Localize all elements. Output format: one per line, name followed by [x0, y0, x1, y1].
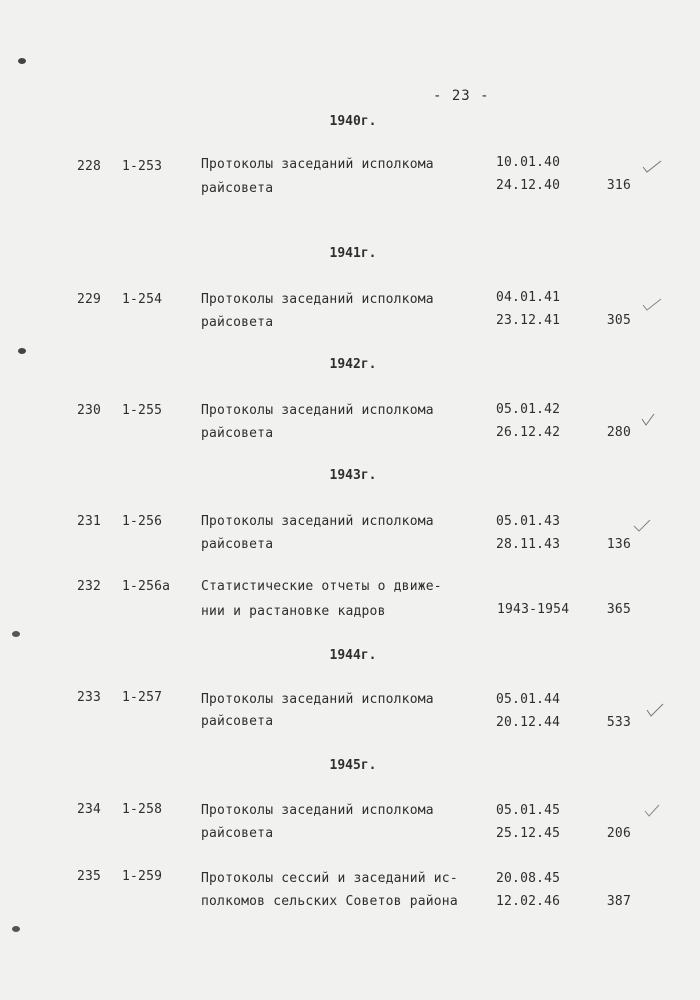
punch-hole-icon — [17, 57, 27, 65]
entry-number: 235 — [77, 869, 102, 884]
entry-date-to: 25.12.45 — [496, 826, 561, 841]
entry-code: 1-255 — [122, 403, 163, 418]
entry-date-to: 12.02.46 — [496, 894, 561, 909]
entry-sheet-count: 316 — [606, 178, 631, 193]
entry-sheet-count: 365 — [606, 602, 631, 617]
entry-date-from: 05.01.45 — [496, 803, 561, 818]
year-heading: 1941г. — [329, 246, 377, 261]
entry-title-line1: Протоколы заседаний исполкома — [201, 403, 434, 418]
year-heading: 1943г. — [329, 468, 377, 483]
entry-date-from: 05.01.43 — [496, 514, 561, 529]
punch-hole-icon — [11, 630, 21, 638]
entry-code: 1-257 — [122, 690, 163, 705]
entry-date-to: 28.11.43 — [496, 537, 561, 552]
entry-code: 1-254 — [122, 292, 163, 307]
entry-sheet-count: 136 — [606, 537, 631, 552]
entry-title-line2: райсовета — [201, 426, 274, 441]
entry-number: 230 — [77, 403, 102, 418]
entry-title-line2: райсовета — [201, 714, 274, 729]
entry-sheet-count: 305 — [606, 313, 631, 328]
entry-title-line2: райсовета — [201, 181, 274, 196]
entry-sheet-count: 387 — [606, 894, 631, 909]
entry-code: 1-258 — [122, 802, 163, 817]
entry-date-range: 1943-1954 — [497, 602, 570, 617]
entry-title-line1: Протоколы заседаний исполкома — [201, 803, 434, 818]
entry-title-line2: райсовета — [201, 315, 274, 330]
entry-number: 234 — [77, 802, 102, 817]
year-heading: 1942г. — [329, 357, 377, 372]
entry-title-line1: Протоколы заседаний исполкома — [201, 157, 434, 172]
checkmark-icon — [641, 158, 663, 174]
entry-title-line2: райсовета — [201, 826, 274, 841]
entry-date-from: 05.01.42 — [496, 402, 561, 417]
entry-title-line1: Протоколы сессий и заседаний ис- — [201, 871, 458, 886]
entry-number: 232 — [77, 579, 102, 594]
entry-sheet-count: 280 — [606, 425, 631, 440]
entry-sheet-count: 206 — [606, 826, 631, 841]
entry-number: 229 — [77, 292, 102, 307]
year-heading: 1944г. — [329, 648, 377, 663]
entry-title-line1: Протоколы заседаний исполкома — [201, 292, 434, 307]
checkmark-icon — [641, 296, 663, 312]
entry-number: 231 — [77, 514, 102, 529]
entry-title-line1: Статистические отчеты о движе- — [201, 579, 442, 594]
year-heading: 1940г. — [329, 114, 377, 129]
entry-date-from: 20.08.45 — [496, 871, 561, 886]
entry-sheet-count: 533 — [606, 715, 631, 730]
entry-title-line1: Протоколы заседаний исполкома — [201, 514, 434, 529]
entry-number: 233 — [77, 690, 102, 705]
entry-code: 1-253 — [122, 159, 163, 174]
entry-code: 1-256а — [122, 579, 171, 594]
entry-date-to: 26.12.42 — [496, 425, 561, 440]
entry-date-to: 20.12.44 — [496, 715, 561, 730]
punch-hole-icon — [17, 347, 27, 355]
checkmark-icon — [645, 703, 667, 719]
entry-date-to: 23.12.41 — [496, 313, 561, 328]
entry-title-line2: райсовета — [201, 537, 274, 552]
entry-code: 1-259 — [122, 869, 163, 884]
punch-hole-icon — [11, 925, 21, 933]
entry-date-from: 04.01.41 — [496, 290, 561, 305]
checkmark-icon — [632, 518, 654, 534]
year-heading: 1945г. — [329, 758, 377, 773]
checkmark-icon — [640, 412, 662, 428]
page-number: - 23 - — [433, 88, 490, 104]
checkmark-icon — [643, 803, 665, 819]
entry-title-line2: полкомов сельских Советов района — [201, 894, 458, 909]
entry-number: 228 — [77, 159, 102, 174]
entry-title-line2: нии и растановке кадров — [201, 604, 386, 619]
entry-date-from: 05.01.44 — [496, 692, 561, 707]
entry-code: 1-256 — [122, 514, 163, 529]
entry-date-to: 24.12.40 — [496, 178, 561, 193]
entry-date-from: 10.01.40 — [496, 155, 561, 170]
entry-title-line1: Протоколы заседаний исполкома — [201, 692, 434, 707]
